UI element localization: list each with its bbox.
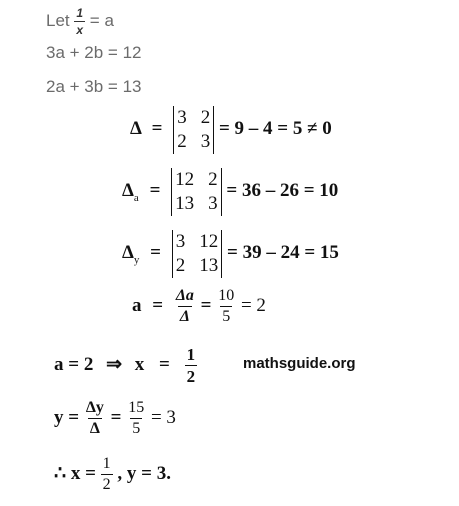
equals-sign: = [152,294,164,316]
subscript: a [133,191,139,204]
matrix-cell: 3 [208,192,218,214]
a-value-line [132,288,266,325]
matrix-cell: 2 [208,169,218,190]
equals-sign: = [200,294,212,316]
delta-a-determinant-line [122,168,338,216]
site-watermark: mathsguide.org [243,355,356,372]
y-equals: y = [54,406,80,428]
fraction-denominator: Δ [89,420,100,437]
matrix-cell: 12 [175,169,195,190]
matrix-cell: 3 [200,130,211,152]
fraction-denominator: Δ [179,308,190,325]
let-substitution-line [46,7,114,36]
matrix-cell: 13 [199,254,219,276]
delta-symbol: Δ [130,118,141,140]
delta-a-symbol [122,180,139,204]
delta-determinant-line [130,106,332,154]
delta-y-matrix [172,230,223,278]
y-value-line [54,400,176,437]
implies-arrow: ⇒ [106,353,122,375]
x-variable: x [134,353,145,375]
a-variable: a [132,294,142,316]
one-half-fraction [185,346,198,385]
delta-result: = 9 – 4 = 5 ≠ 0 [218,118,332,140]
fraction-numerator: 1 [186,345,196,364]
final-one-half-fraction [101,456,113,493]
y-result: = 3 [150,406,176,428]
equals-a: = a [89,10,114,30]
y-equals-three: , y = 3. [117,462,171,484]
fraction-denominator: x [76,23,84,37]
x-equals: x = [70,462,96,484]
fraction-denominator: 2 [102,476,111,493]
equation-two: 2a + 3b = 13 [46,77,142,96]
matrix-cell: 3 [175,231,186,252]
delta-symbol: Δ [122,180,134,202]
fraction-denominator: 2 [186,367,196,386]
matrix-cell: 3 [177,107,187,128]
one-over-x-fraction [74,7,85,36]
fraction-denominator: 5 [132,420,141,437]
a-result: = 2 [240,294,266,316]
delta-y-determinant-line [122,230,339,278]
matrix-cell: 12 [199,231,219,252]
delta-symbol: Δ [122,242,134,264]
equals-sign: = [159,353,170,375]
fraction-numerator: 1 [102,455,111,472]
fraction-numerator: 1 [76,6,84,20]
delta-y-symbol [122,242,140,266]
equals-sign: = [149,180,161,202]
matrix-cell: 13 [175,192,195,214]
x-value-line [54,346,197,385]
matrix-cell: 2 [200,107,211,128]
fraction-denominator: 5 [222,308,231,325]
matrix-cell: 2 [175,254,186,276]
equals-sign: = [150,242,161,264]
fraction-numerator: Δa [175,287,194,304]
subscript: y [133,253,140,266]
equals-sign: = [151,118,163,140]
delta-a-matrix [171,168,222,216]
fraction-numerator: 10 [218,287,235,304]
matrix-cell: 2 [177,130,187,152]
a-equals-two: a = 2 [54,353,94,375]
delta-matrix [173,106,214,154]
fifteen-over-five-fraction [126,400,146,437]
delta-y-result: = 39 – 24 = 15 [227,242,339,264]
equation-one: 3a + 2b = 12 [46,43,142,62]
ten-over-five-fraction [216,288,236,325]
delta-a-over-delta-fraction [174,288,196,325]
fraction-numerator: 15 [128,399,145,416]
let-word: Let [46,10,70,30]
final-answer-line [54,456,171,493]
delta-a-result: = 36 – 26 = 10 [226,180,339,202]
equals-sign: = [110,406,122,428]
delta-y-over-delta-fraction [84,400,106,437]
fraction-numerator: Δy [85,399,104,416]
therefore-symbol: ∴ [54,462,67,484]
